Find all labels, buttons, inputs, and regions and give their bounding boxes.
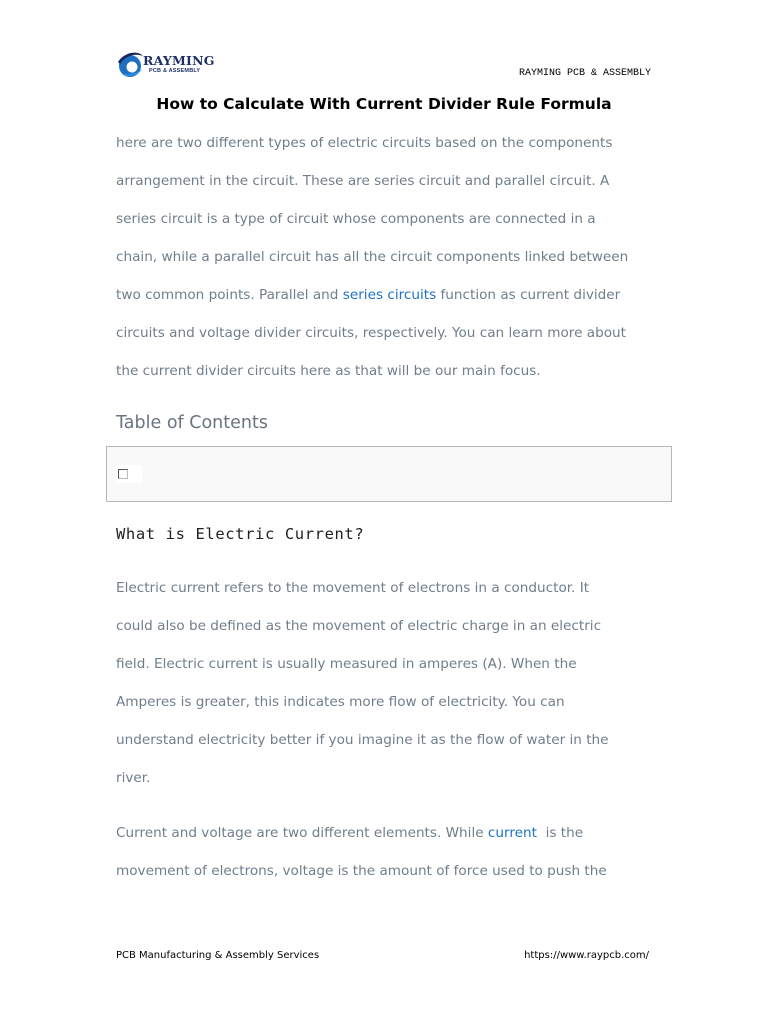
text-line: the current divider circuits here as that will be our main focus. [116, 363, 541, 379]
rayming-logo [116, 50, 216, 80]
text-line: movement of electrons, voltage is the amount of force used to push the [116, 863, 607, 879]
footer-website-url: https://www.raypcb.com/ [524, 950, 649, 961]
toc-checkbox-icon [118, 469, 128, 479]
table-of-contents-box [106, 446, 672, 502]
text-line: chain, while a parallel circuit has all the circuit components linked between [116, 249, 629, 265]
text-segment: Current and voltage are two different elements. While [116, 825, 488, 841]
text-segment: is the [536, 825, 584, 841]
text-segment: two common points. Parallel and [116, 287, 343, 303]
toc-toggle-button[interactable] [116, 465, 142, 483]
header-company-name: RAYMING PCB & ASSEMBLY [518, 68, 651, 79]
swoosh-logo-icon [116, 50, 144, 80]
text-line: circuits and voltage divider circuits, respectively. You can learn more about [116, 325, 626, 341]
current-link[interactable]: current [487, 825, 537, 841]
text-segment: function as current divider [436, 287, 621, 303]
footer-services-text: PCB Manufacturing & Assembly Services [116, 950, 320, 961]
electric-current-paragraph [116, 569, 656, 797]
text-line: understand electricity better if you imagine it as the flow of water in the [116, 732, 609, 748]
text-line: could also be defined as the movement of electric charge in an electric [116, 618, 602, 634]
series-circuits-link[interactable]: series circuits [342, 287, 437, 303]
text-line [116, 276, 656, 314]
text-line: series circuit is a type of circuit whose components are connected in a [116, 211, 596, 227]
current-voltage-paragraph [116, 814, 656, 890]
section-heading-electric-current: What is Electric Current? [116, 525, 365, 543]
intro-paragraph [116, 124, 656, 390]
text-line: Electric current refers to the movement of electrons in a conductor. It [116, 580, 590, 596]
logo-brand-text: RAYMING [143, 53, 215, 68]
text-line: river. [116, 770, 151, 786]
logo-sub-text: PCB & ASSEMBLY [149, 68, 201, 74]
text-line: arrangement in the circuit. These are series circuit and parallel circuit. A [116, 173, 610, 189]
toc-heading: Table of Contents [116, 413, 268, 433]
text-line: here are two different types of electric circuits based on the components [116, 135, 613, 151]
text-line [116, 814, 656, 852]
text-line: Amperes is greater, this indicates more flow of electricity. You can [116, 694, 565, 710]
text-line: field. Electric current is usually measured in amperes (A). When the [116, 656, 577, 672]
page-title: How to Calculate With Current Divider Rule Formula [156, 95, 612, 113]
